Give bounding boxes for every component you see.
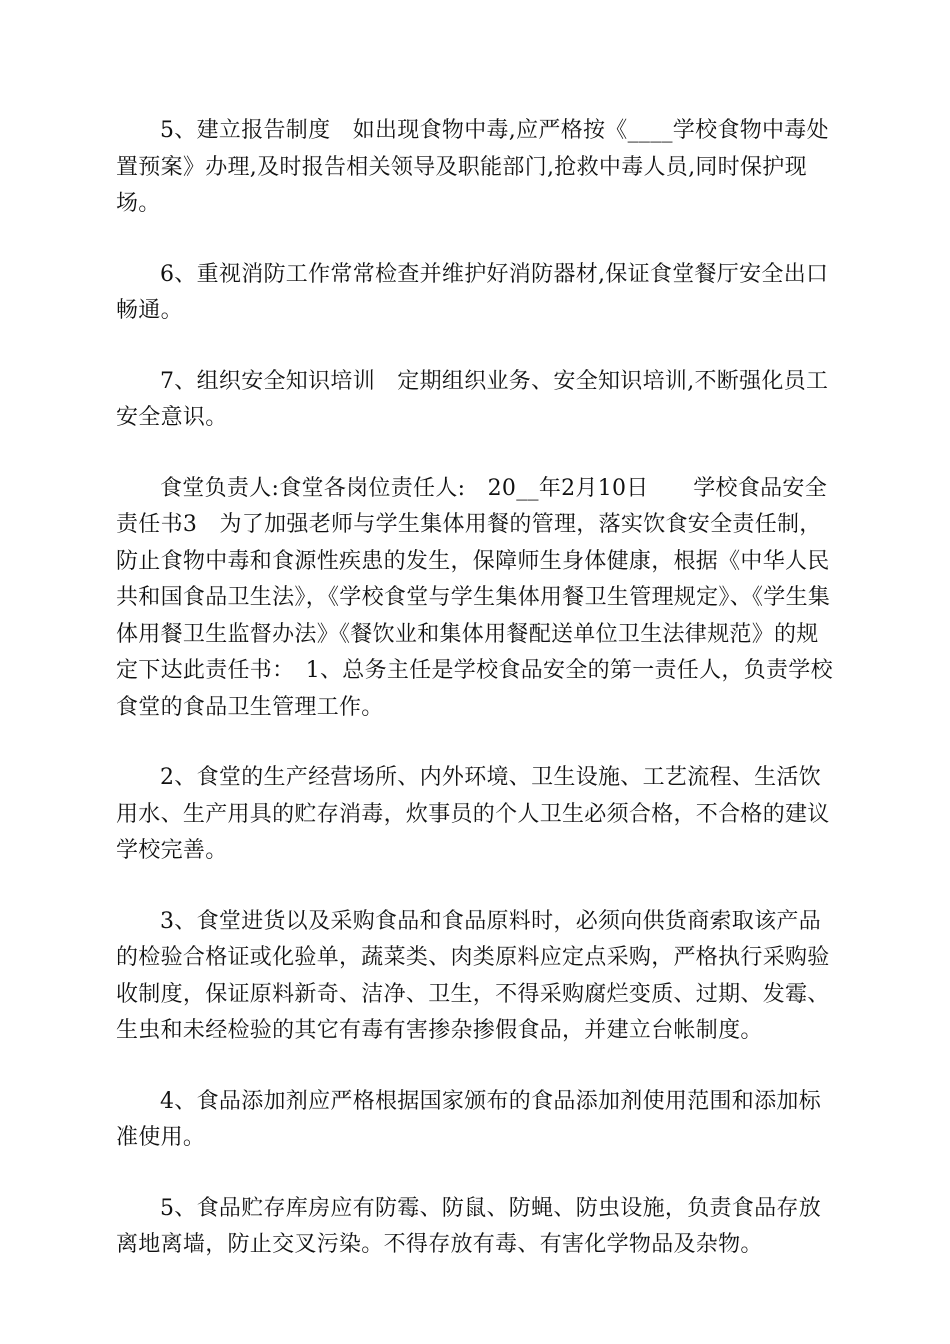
paragraph-food-storage: 5、食品贮存库房应有防霉、防鼠、防蝇、防虫设施，负责食品存放离地离墙，防止交叉污染。不得存放有毒、有害化学物品及杂物。	[116, 1195, 821, 1257]
paragraph-fire-safety: 6、重视消防工作常常检查并维护好消防器材,保证食堂餐厅安全出口畅通。	[116, 261, 829, 323]
paragraph-canteen-facilities: 2、食堂的生产经营场所、内外环境、卫生设施、工艺流程、生活饮用水、生产用具的贮存消毒，炊事员的个人卫生必须合格，不合格的建议学校完善。	[116, 765, 830, 863]
paragraph-safety-training: 7、组织安全知识培训 定期组织业务、安全知识培训,不断强化员工安全意识。	[116, 368, 829, 430]
paragraph-report-system: 5、建立报告制度 如出现食物中毒,应严格按《____学校食物中毒处置预案》办理,及时报告相关领导及职能部门,抢救中毒人员,同时保护现场。	[116, 118, 829, 216]
paragraph-food-additives: 4、食品添加剂应严格根据国家颁布的食品添加剂使用范围和添加标准使用。	[116, 1088, 821, 1150]
document-body	[116, 113, 836, 1298]
paragraph-procurement: 3、食堂进货以及采购食品和食品原料时，必须向供货商索取该产品的检验合格证或化验单，蔬菜类、肉类原料应定点采购，严格执行采购验收制度，保证原料新奇、洁净、卫生，不得采购腐烂变质、过期、发霉、生虫和未经检验的其它有毒有害掺杂掺假食品，并建立台帐制度。	[116, 908, 830, 1043]
paragraph-responsibility-letter: 食堂负责人:食堂各岗位责任人: 20__年2月10日 学校食品安全责任书3 为了加强老师与学生集体用餐的管理，落实饮食安全责任制，防止食物中毒和食源性疾患的发生，保障师生身体健康，根据《中华人民共和国食品卫生法》，《学校食堂与学生集体用餐卫生管理规定》、《学生集体用餐卫生监督办法》《餐饮业和集体用餐配送单位卫生法律规范》的规定下达此责任书： 1、总务主任是学校食品安全的第一责任人，负责学校食堂的食品卫生管理工作。	[116, 475, 833, 720]
